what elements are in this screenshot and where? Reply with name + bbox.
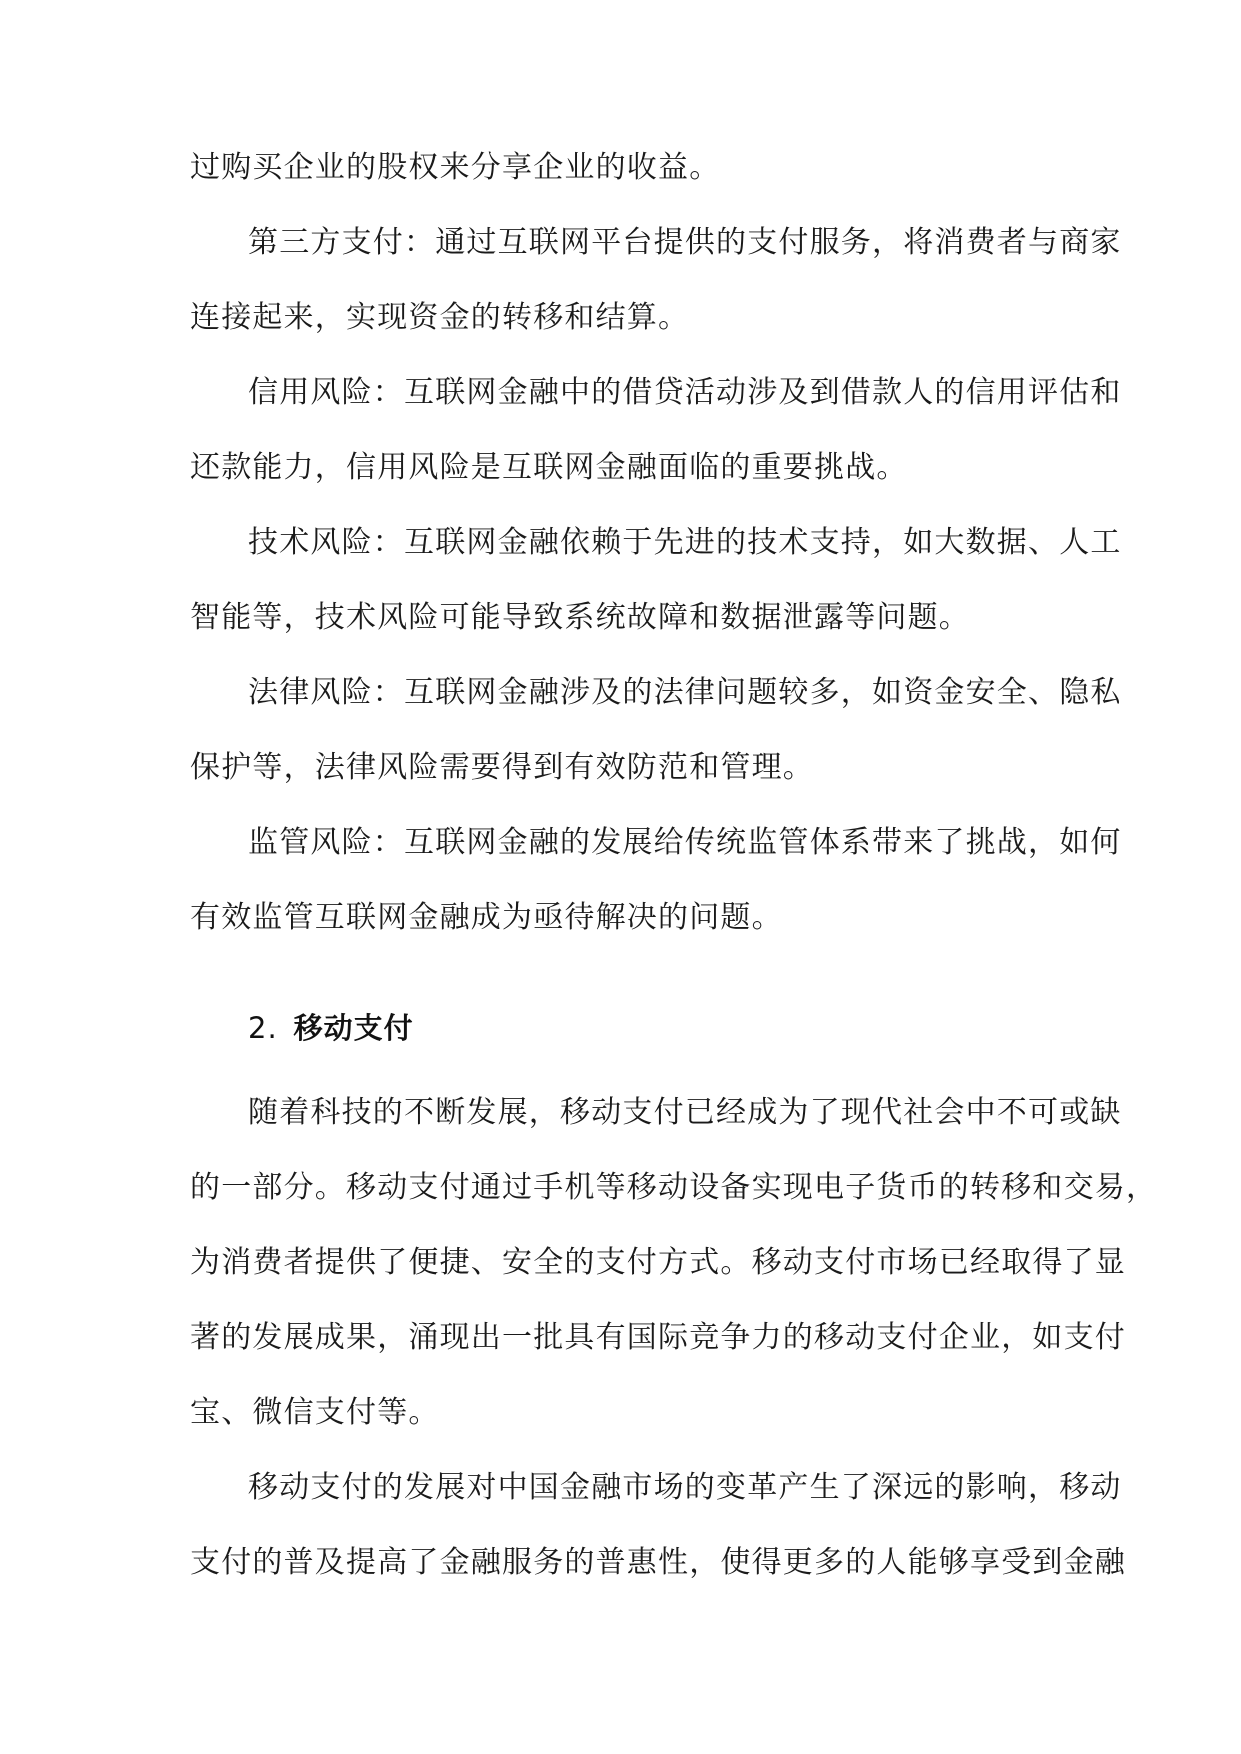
text-line: 信用风险：互联网金融中的借贷活动涉及到借款人的信用评估和	[248, 375, 1122, 410]
section-title: 移动支付	[293, 1011, 414, 1045]
text-line: 随着科技的不断发展，移动支付已经成为了现代社会中不可或缺	[248, 1095, 1122, 1130]
text-line: 智能等，技术风险可能导致系统故障和数据泄露等问题。	[190, 600, 970, 635]
text-line: 为消费者提供了便捷、安全的支付方式。移动支付市场已经取得了显	[190, 1245, 1126, 1280]
section-heading	[248, 1010, 414, 1046]
text-line: 移动支付的发展对中国金融市场的变革产生了深远的影响，移动	[248, 1470, 1122, 1505]
text-line: 的一部分。移动支付通过手机等移动设备实现电子货币的转移和交易，	[190, 1170, 1158, 1205]
text-line: 连接起来，实现资金的转移和结算。	[190, 300, 690, 335]
text-line: 过购买企业的股权来分享企业的收益。	[190, 150, 721, 185]
text-line: 支付的普及提高了金融服务的普惠性，使得更多的人能够享受到金融	[190, 1545, 1126, 1580]
text-line: 宝、微信支付等。	[190, 1395, 440, 1430]
text-line: 第三方支付：通过互联网平台提供的支付服务，将消费者与商家	[248, 225, 1122, 260]
section-number: 2.	[248, 1011, 278, 1045]
text-line: 监管风险：互联网金融的发展给传统监管体系带来了挑战，如何	[248, 825, 1122, 860]
text-line: 还款能力，信用风险是互联网金融面临的重要挑战。	[190, 450, 908, 485]
text-line: 有效监管互联网金融成为亟待解决的问题。	[190, 900, 783, 935]
text-line: 法律风险：互联网金融涉及的法律问题较多，如资金安全、隐私	[248, 675, 1122, 710]
text-line: 技术风险：互联网金融依赖于先进的技术支持，如大数据、人工	[248, 525, 1122, 560]
text-line: 著的发展成果，涌现出一批具有国际竞争力的移动支付企业，如支付	[190, 1320, 1126, 1355]
text-line: 保护等，法律风险需要得到有效防范和管理。	[190, 750, 814, 785]
